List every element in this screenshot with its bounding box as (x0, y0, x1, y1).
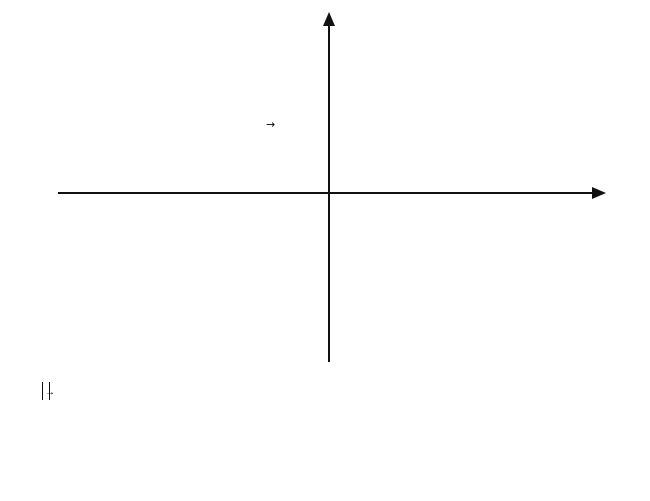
x-axis-arrow (592, 187, 606, 199)
vector-s-arrow-mark: → (266, 118, 276, 131)
y-axis-arrow (323, 12, 335, 26)
axes (58, 12, 606, 362)
vector-modulus (42, 382, 50, 400)
solution-paragraph-1 (40, 380, 640, 402)
